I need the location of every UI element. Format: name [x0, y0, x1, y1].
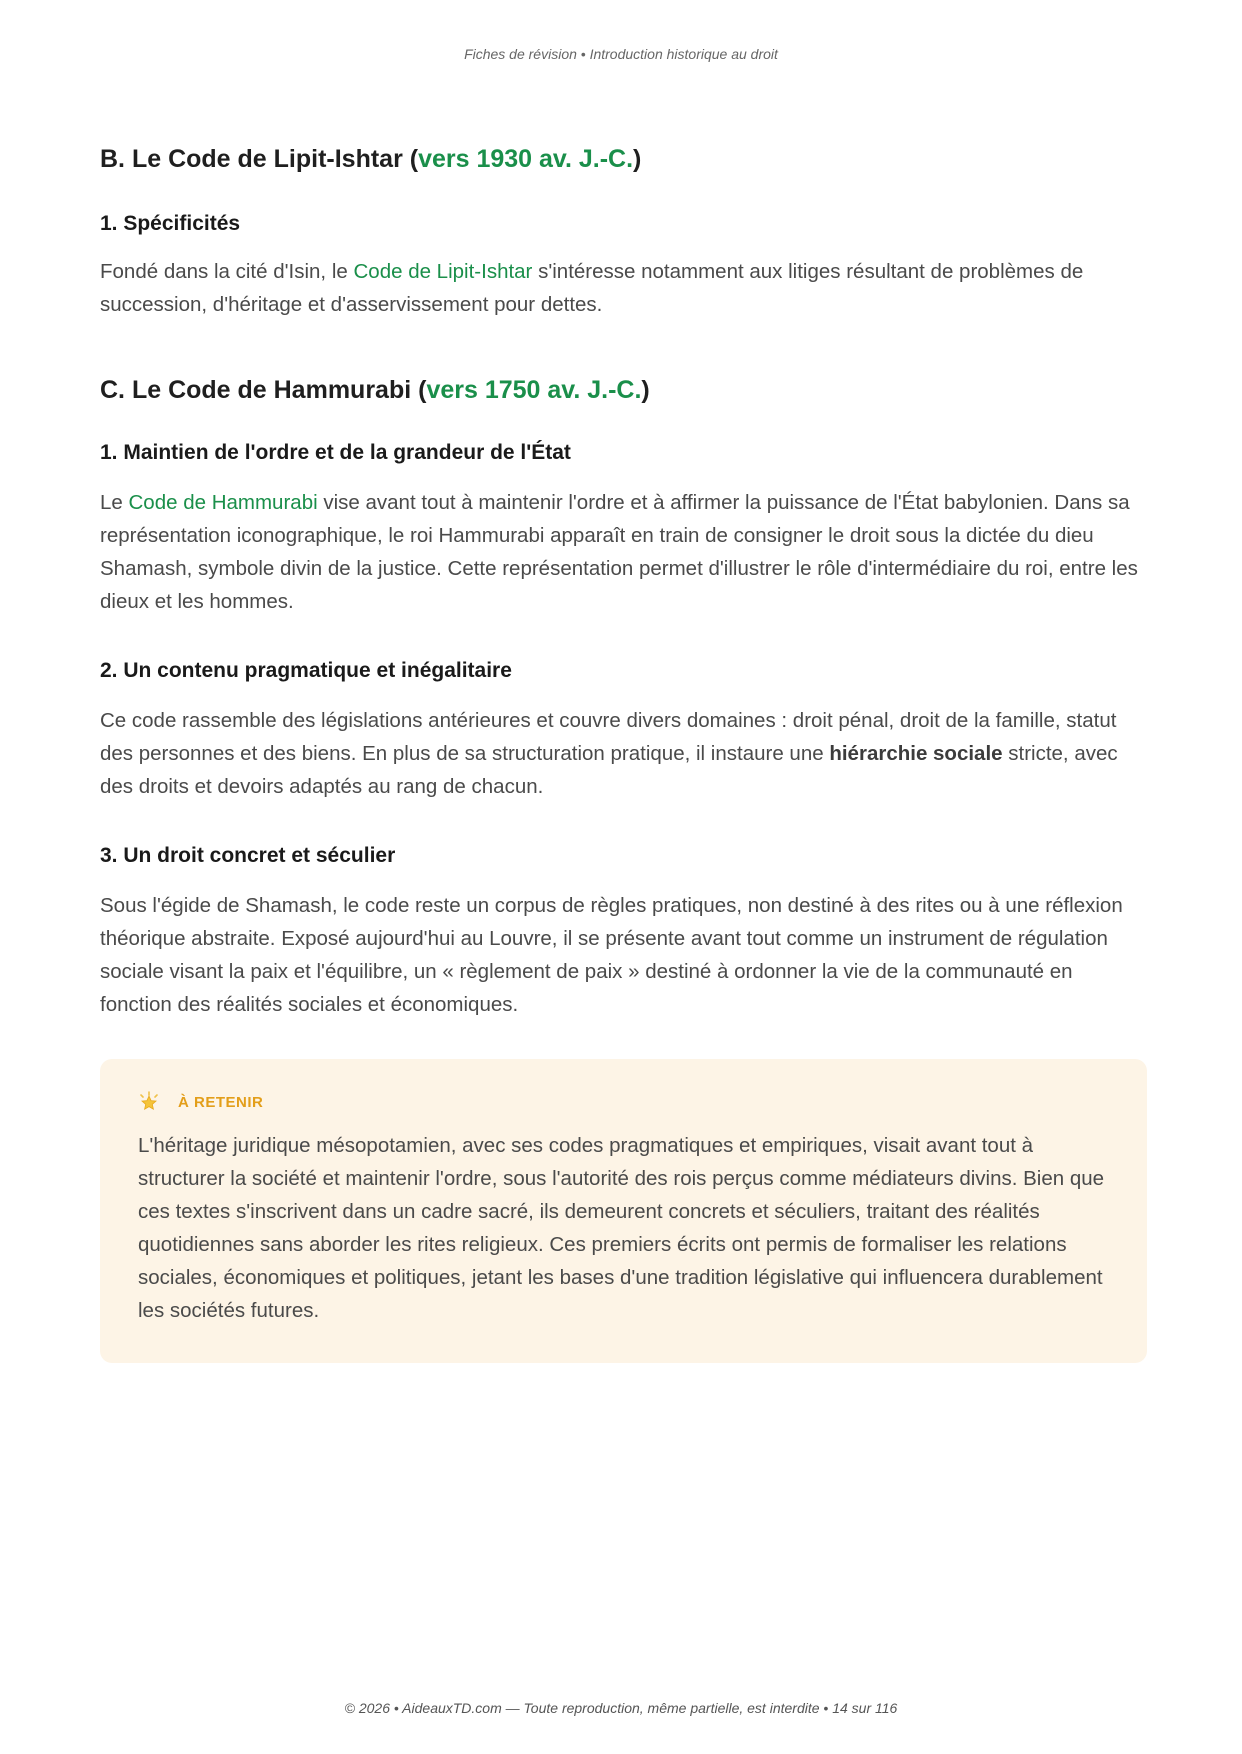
paragraph-contenu-pragmatique — [100, 704, 1142, 803]
subsection-title-contenu-pragmatique: 2. Un contenu pragmatique et inégalitaire — [100, 659, 512, 682]
link-code-hammurabi[interactable]: Code de Hammurabi — [128, 491, 318, 514]
link-code-lipit-ishtar[interactable]: Code de Lipit-Ishtar — [353, 260, 533, 283]
subsection-title-maintien-ordre: 1. Maintien de l'ordre et de la grandeur de l'État — [100, 441, 571, 464]
section-title-date: vers 1930 av. J.-C. — [418, 145, 634, 173]
star-icon — [138, 1091, 160, 1113]
section-title-close: ) — [641, 376, 650, 404]
callout-text: L'héritage juridique mésopotamien, avec ses codes pragmatiques et empiriques, visait avant tout à structurer la société et maintenir l'ordre, sous l'autorité des rois perçus comme médiateurs divins. Bien que ces textes s'inscrivent dans un cadre sacré, ils demeurent concrets et séculiers, traitant des réalités quotidiennes sans aborder les rites religieux. Ces premiers écrits ont permis de formaliser les relations sociales, économiques et politiques, jetant les bases d'une tradition législative qui influencera durablement les sociétés futures. — [138, 1134, 1105, 1322]
bold-term: hiérarchie sociale — [829, 742, 1003, 765]
section-title-close: ) — [633, 145, 642, 173]
paragraph-text: Le — [100, 491, 129, 514]
callout-label: À RETENIR — [178, 1093, 264, 1111]
running-header: Fiches de révision • Introduction historique au droit — [464, 46, 778, 62]
subsection-title-droit-concret: 3. Un droit concret et séculier — [100, 844, 396, 867]
page-content — [100, 142, 1142, 1363]
paragraph-text: Ce code rassemble des législations antérieures et couvre divers domaines : droit pénal, droit de la famille, statut des personnes et des biens. En plus de sa structuration pratique, il instaure une — [100, 709, 1117, 765]
paragraph-text: stricte, avec des droits et devoirs adaptés au rang de chacun. — [100, 742, 1118, 798]
paragraph-maintien-ordre — [100, 486, 1142, 618]
section-title-lipit-ishtar — [100, 142, 1142, 176]
section-title-text: B. Le Code de Lipit-Ishtar ( — [100, 145, 419, 173]
section-title-text: C. Le Code de Hammurabi ( — [100, 376, 427, 404]
paragraph-droit-concret: Sous l'égide de Shamash, le code reste un corpus de règles pratiques, non destiné à des rites ou à une réflexion théorique abstraite. Exposé aujourd'hui au Louvre, il se présente avant tout comme un instrument de régulation sociale visant la paix et l'équilibre, un « règlement de paix » destiné à ordonner la vie de la communauté en fonction des réalités sociales et économiques. — [100, 894, 1123, 1016]
callout-header — [138, 1089, 1109, 1115]
paragraph-text: vise avant tout à maintenir l'ordre et à affirmer la puissance de l'État babylonien. Dans sa représentation iconographique, le roi Hammurabi apparaît en train de consigner le droit sous la dictée du dieu Shamash, symbole divin de la justice. Cette représentation permet d'illustrer le rôle d'intermédiaire du roi, entre les dieux et les hommes. — [100, 491, 1138, 613]
section-title-hammurabi — [100, 373, 1142, 407]
subsection-title-specificites: 1. Spécificités — [100, 212, 241, 235]
paragraph-text: s'intéresse notamment aux litiges résultant de problèmes de succession, d'héritage et d'asservissement pour dettes. — [100, 260, 1084, 316]
section-title-date: vers 1750 av. J.-C. — [426, 376, 642, 404]
paragraph-specificites — [100, 255, 1142, 321]
page-footer: © 2026 • AideauxTD.com — Toute reproduction, même partielle, est interdite • 14 sur 116 — [344, 1700, 898, 1716]
callout-a-retenir — [100, 1059, 1147, 1363]
paragraph-text: Fondé dans la cité d'Isin, le — [100, 260, 354, 283]
